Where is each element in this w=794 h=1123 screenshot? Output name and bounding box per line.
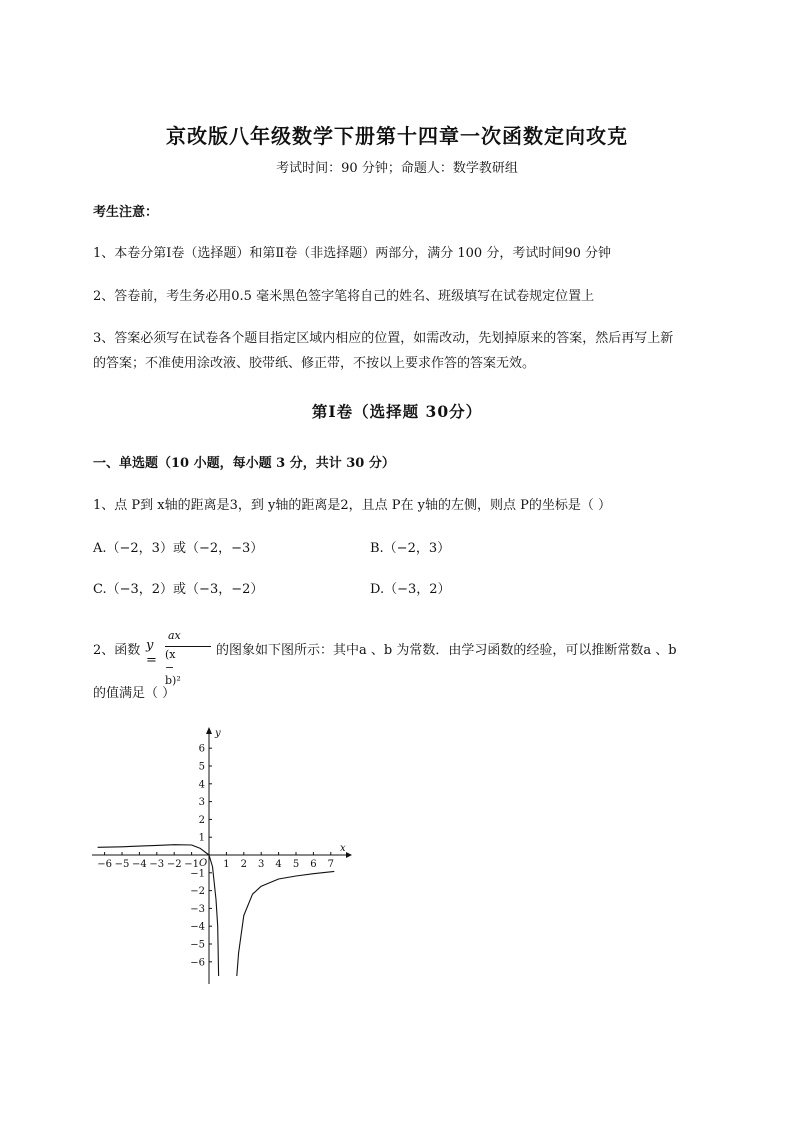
y-tick-label: −4	[190, 921, 205, 933]
question-2-stem: 的图象如下图所示：其中a 、b 为常数．由学习函数的经验，可以推断常数a 、b	[216, 643, 677, 658]
origin-label: O	[199, 858, 208, 869]
fraction-bar	[165, 646, 211, 647]
y-axis-arrow	[206, 727, 212, 734]
y-axis-label: y	[215, 728, 221, 739]
curve-branch-2	[237, 871, 334, 976]
x-tick-label: −5	[114, 859, 130, 870]
x-tick-label: 4	[275, 859, 282, 870]
section-title: 第Ⅰ卷（选择题 30分）	[311, 402, 483, 421]
formula-numerator: ax	[168, 629, 181, 642]
y-tick-label: 2	[198, 814, 205, 826]
y-tick-label: 3	[198, 797, 205, 809]
question-2-stem-line2: 的值满足（ ）	[93, 686, 176, 701]
x-tick-label: −1	[184, 859, 199, 870]
y-tick-label: 1	[198, 832, 205, 844]
x-axis-arrow	[346, 852, 352, 858]
notice-item: 1、本卷分第Ⅰ卷（选择题）和第Ⅱ卷（非选择题）两部分，满分 100 分，考试时间90 分钟	[93, 246, 611, 261]
x-tick-label: 6	[310, 859, 317, 870]
question-2-prefix: 2、函数	[93, 643, 141, 658]
y-tick-label: −5	[190, 939, 205, 951]
x-tick-label: 1	[223, 859, 230, 870]
x-axis-label: x	[340, 843, 346, 854]
part-heading: 一、单选题（10 小题，每小题 3 分，共计 30 分）	[93, 456, 395, 471]
y-tick-label: −6	[190, 957, 205, 969]
function-graph	[88, 722, 358, 990]
y-tick-label: 4	[198, 779, 205, 791]
x-tick-label: −3	[149, 859, 165, 870]
notice-heading: 考生注意：	[93, 205, 159, 220]
x-tick-label: −6	[97, 859, 112, 870]
x-tick-label: 3	[258, 859, 265, 870]
y-tick-label: −3	[190, 903, 205, 915]
x-tick-label: −4	[132, 859, 147, 870]
q1-option-a[interactable]: A.（−2，3）或（−2，−3）	[93, 541, 264, 556]
exam-subtitle: 考试时间：90 分钟；命题人：数学教研组	[276, 161, 518, 176]
y-tick-label: 5	[198, 761, 205, 773]
y-tick-label: −1	[190, 868, 205, 880]
q1-option-c[interactable]: C.（−3，2）或（−3，−2）	[93, 582, 264, 597]
formula-denominator: (x − b)²	[165, 648, 181, 687]
x-tick-label: 7	[327, 859, 334, 870]
y-tick-label: −2	[190, 886, 205, 898]
x-tick-label: 5	[292, 859, 300, 870]
y-tick-label: 6	[198, 743, 205, 755]
q1-option-d[interactable]: D.（−3，2）	[370, 582, 451, 597]
q1-option-b[interactable]: B.（−2，3）	[370, 541, 451, 556]
notice-item: 的答案；不准使用涂改液、胶带纸、修正带，不按以上要求作答的答案无效。	[93, 356, 536, 371]
notice-item: 2、答卷前，考生务必用0.5 毫米黑色签字笔将自己的姓名、班级填写在试卷规定位置上	[93, 289, 595, 304]
x-tick-label: −2	[166, 859, 182, 870]
formula-y: y =	[146, 638, 157, 668]
page-title: 京改版八年级数学下册第十四章一次函数定向攻克	[166, 124, 628, 148]
notice-item: 3、答案必须写在试卷各个题目指定区域内相应的位置，如需改动，先划掉原来的答案，然后再写上新	[93, 331, 674, 346]
question-1-stem: 1、点 P到 x轴的距离是3，到 y轴的距离是2，且点 P在 y轴的左侧，则点 P的坐标是（ ）	[93, 498, 612, 513]
x-tick-label: 2	[240, 859, 247, 870]
